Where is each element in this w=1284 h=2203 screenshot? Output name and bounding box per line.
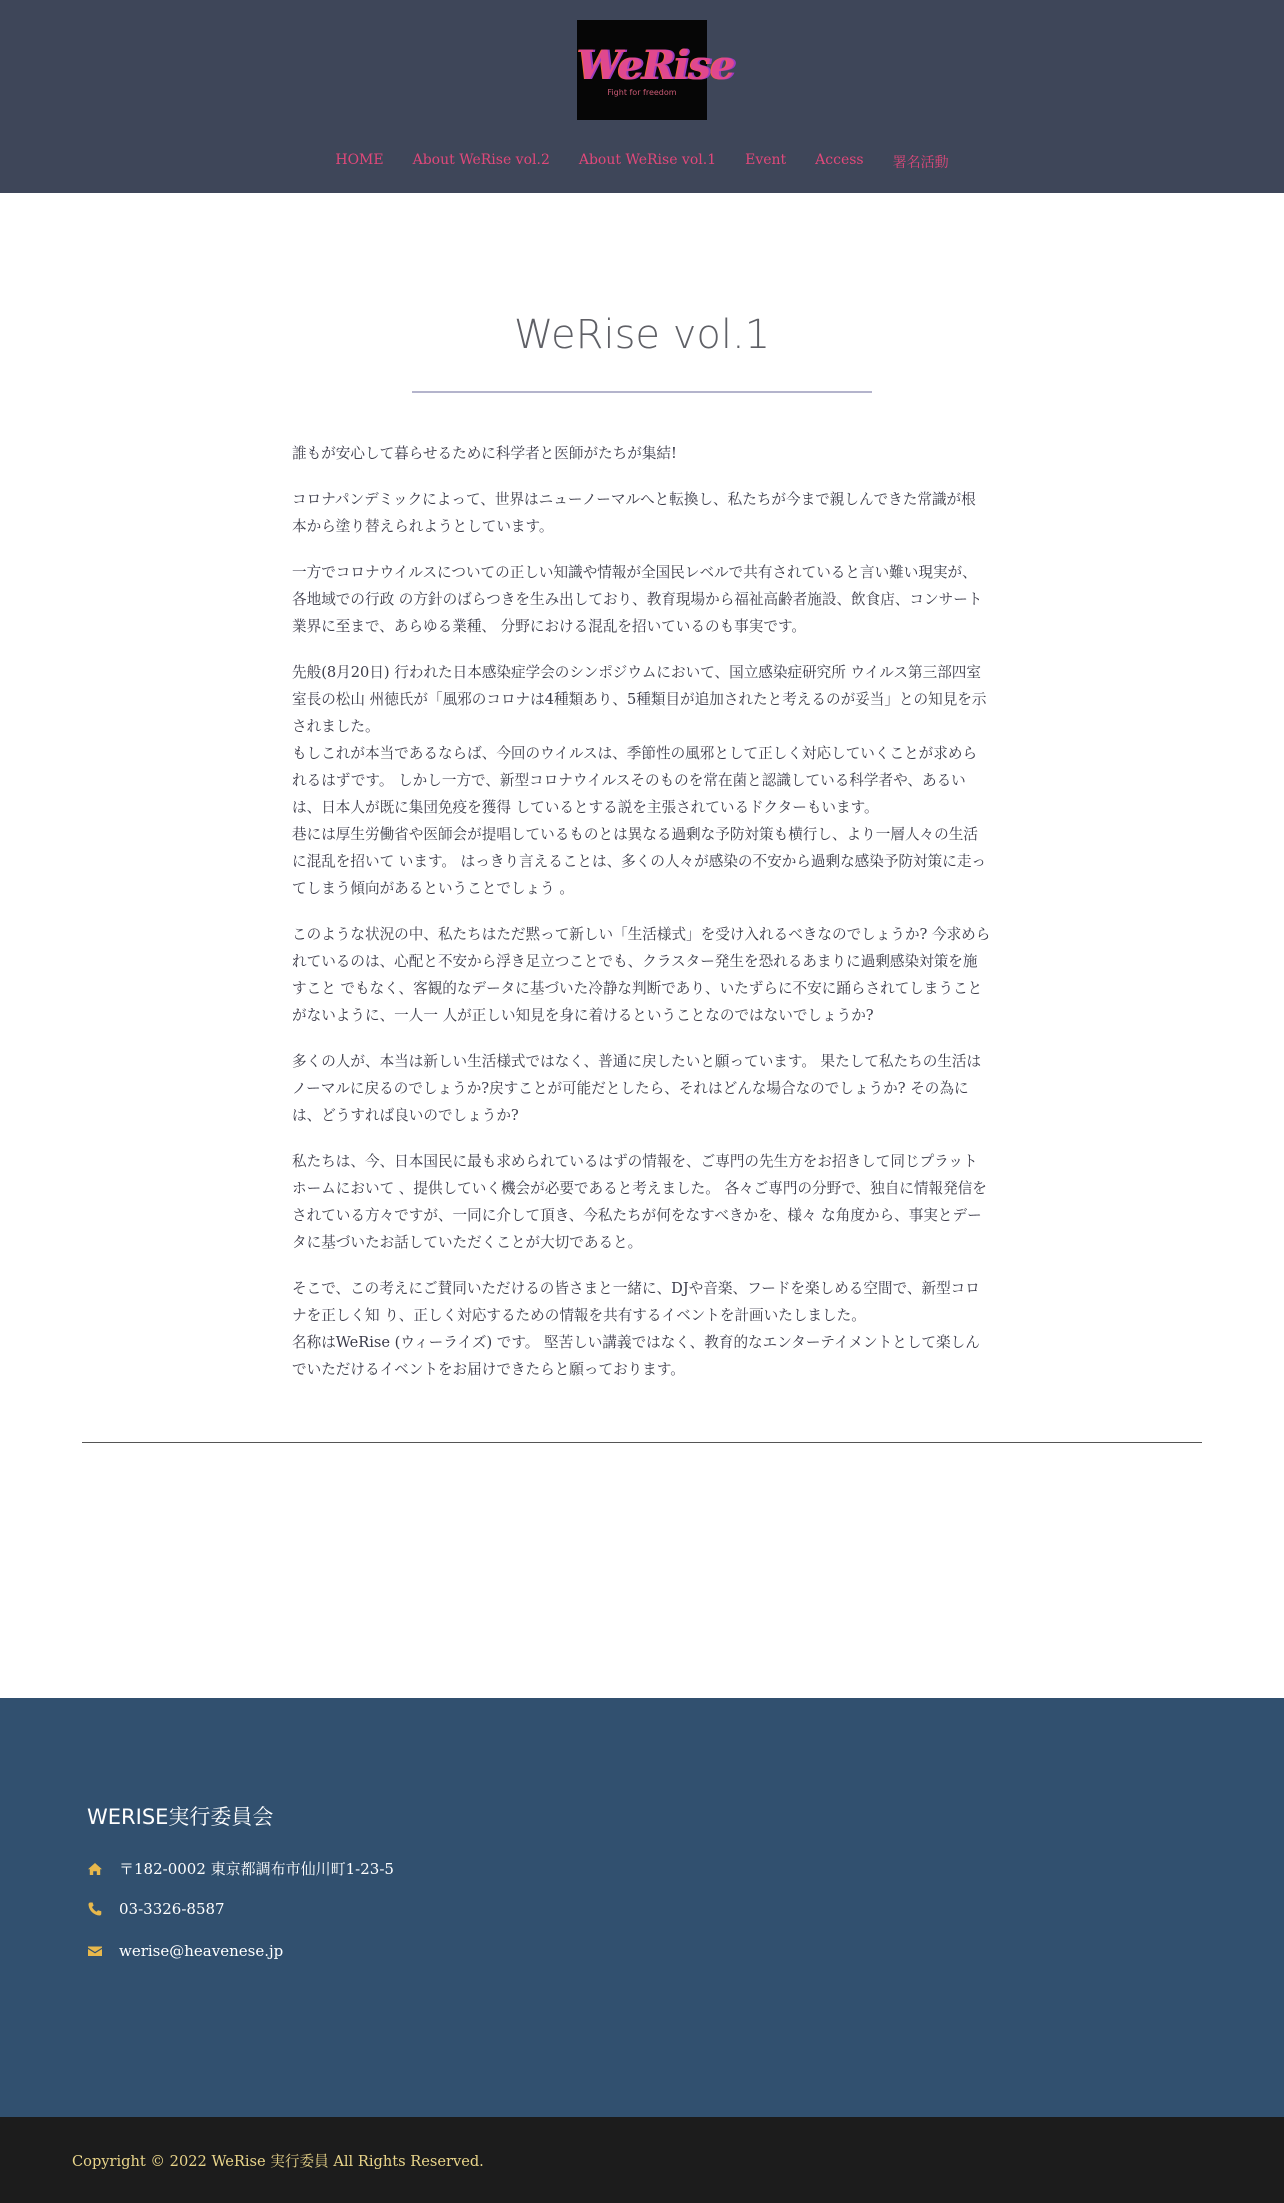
article-paragraph: [292, 1148, 1060, 1256]
paragraph-line: コロナパンデミックによって、世界はニューノーマルへと転換し、私たちが今まで親しんできた常識が根: [292, 491, 976, 508]
nav-home[interactable]: HOME: [335, 152, 384, 168]
paragraph-line: に混乱を招いて います。 はっきり言えることは、多くの人々が感染の不安から過剰な感染予防対策に走っ: [292, 853, 987, 870]
footer-org-name: WERISE実行委員会: [87, 1805, 274, 1829]
paragraph-line: れるはずです。 しかし一方で、新型コロナウイルスそのものを常在菌と認識している科学者や、あるい: [292, 772, 966, 789]
site-header: [0, 0, 1284, 193]
paragraph-line: 巷には厚生労働省や医師会が提唱しているものとは異なる過剰な予防対策も横行し、より一層人々の生活: [292, 826, 978, 843]
paragraph-line: 室長の松山 州徳氏が「風邪のコロナは4種類あり、5種類目が追加されたと考えるのが妥当」との知見を示: [292, 691, 987, 708]
nav-about-vol2[interactable]: About WeRise vol.2: [412, 152, 550, 168]
logo-wordmark: WeRise: [577, 42, 735, 89]
address-text: 〒182-0002 東京都調布市仙川町1-23-5: [119, 1860, 394, 1878]
page-title: WeRise vol.1: [513, 312, 771, 358]
article-paragraph: [292, 559, 1060, 640]
paragraph-line: されました。: [292, 718, 380, 735]
paragraph-line: てしまう傾向があるということでしょう 。: [292, 880, 574, 897]
site-footer: [0, 1698, 1284, 2117]
paragraph-line: 先般(8月20日) 行われた日本感染症学会のシンポジウムにおいて、国立感染症研究所 ウイルス第三部四室: [292, 664, 981, 681]
phone-link[interactable]: 03-3326-8587: [119, 1900, 225, 1918]
article-paragraph: [292, 440, 1060, 467]
paragraph-line: がないように、一人一 人が正しい知見を身に着けるということなのではないでしょうか?: [292, 1007, 874, 1024]
paragraph-line: タに基づいたお話していただくことが大切であると。: [292, 1234, 643, 1251]
copyright-text: Copyright © 2022 WeRise 実行委員 All Rights Reserved.: [72, 2153, 484, 2170]
article-paragraph: [292, 486, 1060, 540]
paragraph-line: 私たちは、今、日本国民に最も求められているはずの情報を、ご専門の先生方をお招きして同じプラット: [292, 1153, 978, 1170]
nav-event[interactable]: Event: [745, 152, 787, 168]
contact-email: [87, 1942, 283, 1960]
article-paragraph: [292, 1048, 1060, 1129]
paragraph-line: 業界に至まで、あらゆる業種、 分野における混乱を招いているのも事実です。: [292, 618, 806, 635]
article-paragraph: [292, 921, 1060, 1029]
paragraph-line: すこと でもなく、客観的なデータに基づいた冷静な判断であり、いたずらに不安に踊らされてしまうこと: [292, 980, 983, 997]
logo-tagline: Fight for freedom: [607, 88, 677, 97]
paragraph-line: そこで、この考えにご賛同いただけるの皆さまと一緒に、DJや音楽、フードを楽しめる空間で、新型コロ: [292, 1280, 980, 1297]
paragraph-line: 名称はWeRise (ウィーライズ) です。 堅苦しい講義ではなく、教育的なエンターテイメントとして楽しん: [292, 1334, 980, 1351]
copyright-bar: [0, 2117, 1284, 2203]
paragraph-line: ナを正しく知 り、正しく対応するための情報を共有するイベントを計画いたしました。: [292, 1307, 866, 1324]
nav-about-vol1[interactable]: About WeRise vol.1: [578, 152, 717, 168]
nav-access[interactable]: Access: [815, 152, 864, 168]
main-nav: [0, 152, 1284, 172]
article-body: [292, 440, 1060, 1383]
paragraph-line: れているのは、心配と不安から浮き足立つことでも、クラスター発生を恐れるあまりに過剰感染対策を施: [292, 953, 978, 970]
paragraph-line: 各地域での行政 の方針のばらつきを生み出しており、教育現場から福祉高齢者施設、飲食店、コンサート: [292, 591, 983, 608]
werise-logo[interactable]: [577, 20, 735, 120]
paragraph-line: もしこれが本当であるならば、今回のウイルスは、季節性の風邪として正しく対応していくことが求めら: [292, 745, 978, 762]
contact-address: [87, 1858, 394, 1879]
email-link[interactable]: werise@heavenese.jp: [119, 1942, 284, 1960]
article-paragraph: [292, 659, 1060, 902]
paragraph-line: 誰もが安心して暮らせるために科学者と医師がたちが集結!: [292, 445, 677, 462]
paragraph-line: ホームにおいて 、提供していく機会が必要であると考えました。 各々ご専門の分野で、独自に情報発信を: [292, 1180, 987, 1197]
paragraph-line: は、日本人が既に集団免疫を獲得 しているとする説を主張されているドクターもいます。: [292, 799, 879, 816]
paragraph-line: されている方々ですが、一同に介して頂き、今私たちが何をなすべきかを、様々 な角度から、事実とデー: [292, 1207, 982, 1224]
paragraph-line: 一方でコロナウイルスについての正しい知識や情報が全国民レベルで共有されていると言い難い現実が、: [292, 564, 977, 581]
paragraph-line: このような状況の中、私たちはただ黙って新しい「生活様式」を受け入れるべきなのでしょうか? 今求めら: [292, 926, 991, 943]
paragraph-line: でいただけるイベントをお届けできたらと願っております。: [292, 1361, 685, 1378]
contact-phone: [87, 1900, 225, 1918]
title-divider: [412, 391, 872, 393]
nav-petition[interactable]: 署名活動: [892, 155, 949, 171]
paragraph-line: 多くの人が、本当は新しい生活様式ではなく、普通に戻したいと願っています。 果たして私たちの生活は: [292, 1053, 982, 1070]
envelope-icon: [87, 1943, 103, 1959]
home-icon: [87, 1861, 103, 1877]
phone-icon: [87, 1901, 103, 1917]
section-divider: [82, 1442, 1202, 1443]
article-paragraph: [292, 1275, 1060, 1383]
paragraph-line: 本から塗り替えられようとしています。: [292, 518, 554, 535]
paragraph-line: は、どうすれば良いのでしょうか?: [292, 1107, 519, 1124]
paragraph-line: ノーマルに戻るのでしょうか?戻すことが可能だとしたら、それはどんな場合なのでしょうか? その為に: [292, 1080, 969, 1097]
